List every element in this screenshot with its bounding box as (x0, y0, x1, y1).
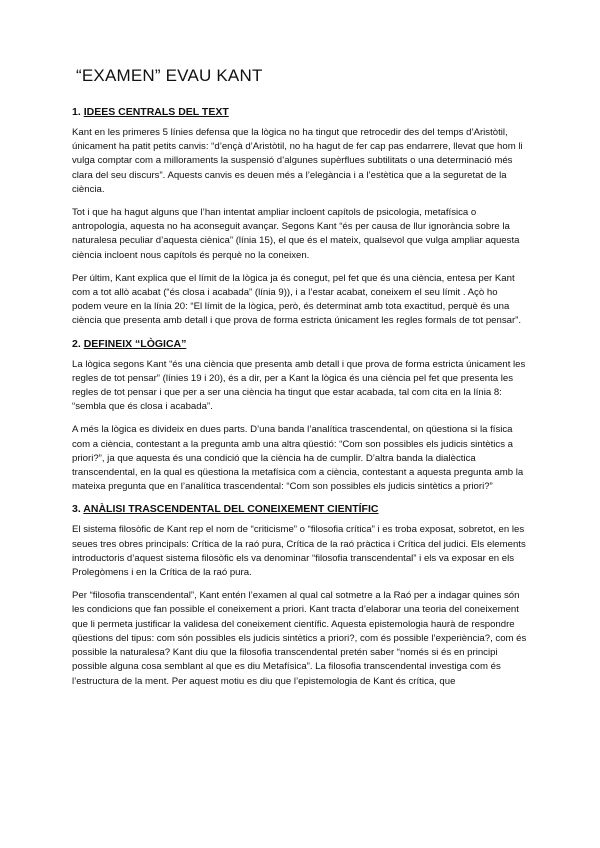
paragraph: El sistema filosòfic de Kant rep el nom de “criticisme” o “filosofia crítica” i es troba exposat, sobretot, en les seues tres obres principals: Crítica de la raó pura, Crítica de la raó pràctica i Crítica del judici. Els elements introductoris d’aquest sistema filosòfic els va denominar “filosofia transcendental” i els va exposar en els Prolegòmens i en la Crítica de la raó pura. (72, 524, 526, 579)
section-title: DEFINEIX “LÒGICA” (83, 337, 187, 350)
section-heading (72, 106, 528, 118)
paragraph: A més la lògica es divideix en dues parts. D’una banda l’analítica trascendental, on qüestiona si la física com a ciència, contestant a la pregunta amb una altra qüestió: “Com son possibles els judicis sintètics a priori?”, ja que aquesta és una condició que la ciència ha de cumplir. D’altra banda la dialèctica transcendental, en la qual es qüestiona la metafísica com a ciència, contestant a aquesta pregunta amb la mateixa pregunta que en l’analítica trascendental: “Com son possibles els judicis sintètics a priori?” (72, 424, 524, 493)
paragraph: La lògica segons Kant “és una ciència que presenta amb detall i que prova de forma estricta únicament les regles de tot pensar” (línies 19 i 20), és a dir, per a Kant la lògica és una ciència pel fet que presenta les regles de tot pensar i que per a ser una ciència ha tingut que estar acabada, tal com cita en la línia 8: “sembla que és closa i acabada”. (72, 358, 526, 413)
section-heading (72, 338, 528, 350)
section-number: 2. (72, 337, 81, 350)
section-heading (72, 503, 528, 515)
section-title: ANÀLISI TRASCENDENTAL DEL CONEIXEMENT CIENTÍFIC (83, 503, 379, 516)
paragraph: Per “filosofia transcendental”, Kant entén l’examen al qual cal sotmetre a la Raó per a indagar quines són les condicions que fan possible el coneixement a priori. Kant tracta d’elaborar una teoria del coneixement que li permeta justificar la validesa del coneixement científic. Aquesta epistemologia haurà de respondre qüestions del tipus: com són possibles els judicis sintètics a priori?, com és possible l’experiència?, com és possible la naturalesa? Kant diu que la filosofia transcendental pretén saber “només si és en principi possible alguna cosa semblant al que es diu Metafísica”. La filosofia transcendental investiga com és l’estructura de la ment. Per aquest motiu es diu que l’epistemologia de Kant és crítica, que (72, 590, 527, 687)
section-analisi-trascendental (72, 503, 528, 688)
section-number: 1. (72, 106, 81, 118)
paragraph: Per últim, Kant explica que el límit de la lògica ja és conegut, pel fet que és una ciència, entesa per Kant com a tot allò acabat (“és closa i acabada” (línia 9)), i a l’estar acabat, coneixem el seu límit . Açò ho podem veure en la línia 20: “El límit de la lògica, però, és determinat amb tota exactitud, perquè és una ciència que presenta amb detall i que prova de forma estricta únicament les regles formals de tot pensar”. (72, 272, 522, 327)
section-ideas-centrals (72, 106, 528, 329)
paragraph: Kant en les primeres 5 línies defensa que la lògica no ha tingut que retrocedir des del temps d’Aristòtil, únicament ha patit petits canvis: “d’ençà d’Aristòtil, no ha hagut de fer cap pas endarrere, llevat que hom li vulga comptar com a milloraments la suspensió d’algunes supèrflues subtilitats o una determinació més clara del seu discurs”. Aquests canvis es deuen més a l’elegància i a l’estètica que a la seguretat de la ciència. (72, 127, 523, 195)
section-defineix-logica (72, 338, 528, 495)
paragraph: Tot i que ha hagut alguns que l’han intentat ampliar incloent capítols de psicologia, metafísica o antropologia, aquesta no ha aconseguit avançar. Segons Kant “és per causa de llur ignorància sobre la naturalesa peculiar d’aquesta ciènica” (línia 15), el que és el mateix, qualsevol que vulga ampliar aquesta ciència incloent nous capítols és perquè no la coneixen. (72, 207, 520, 261)
section-title: IDEES CENTRALS DEL TEXT (83, 106, 229, 118)
document-title: “EXAMEN” EVAU KANT (76, 66, 263, 85)
section-number: 3. (72, 503, 81, 516)
